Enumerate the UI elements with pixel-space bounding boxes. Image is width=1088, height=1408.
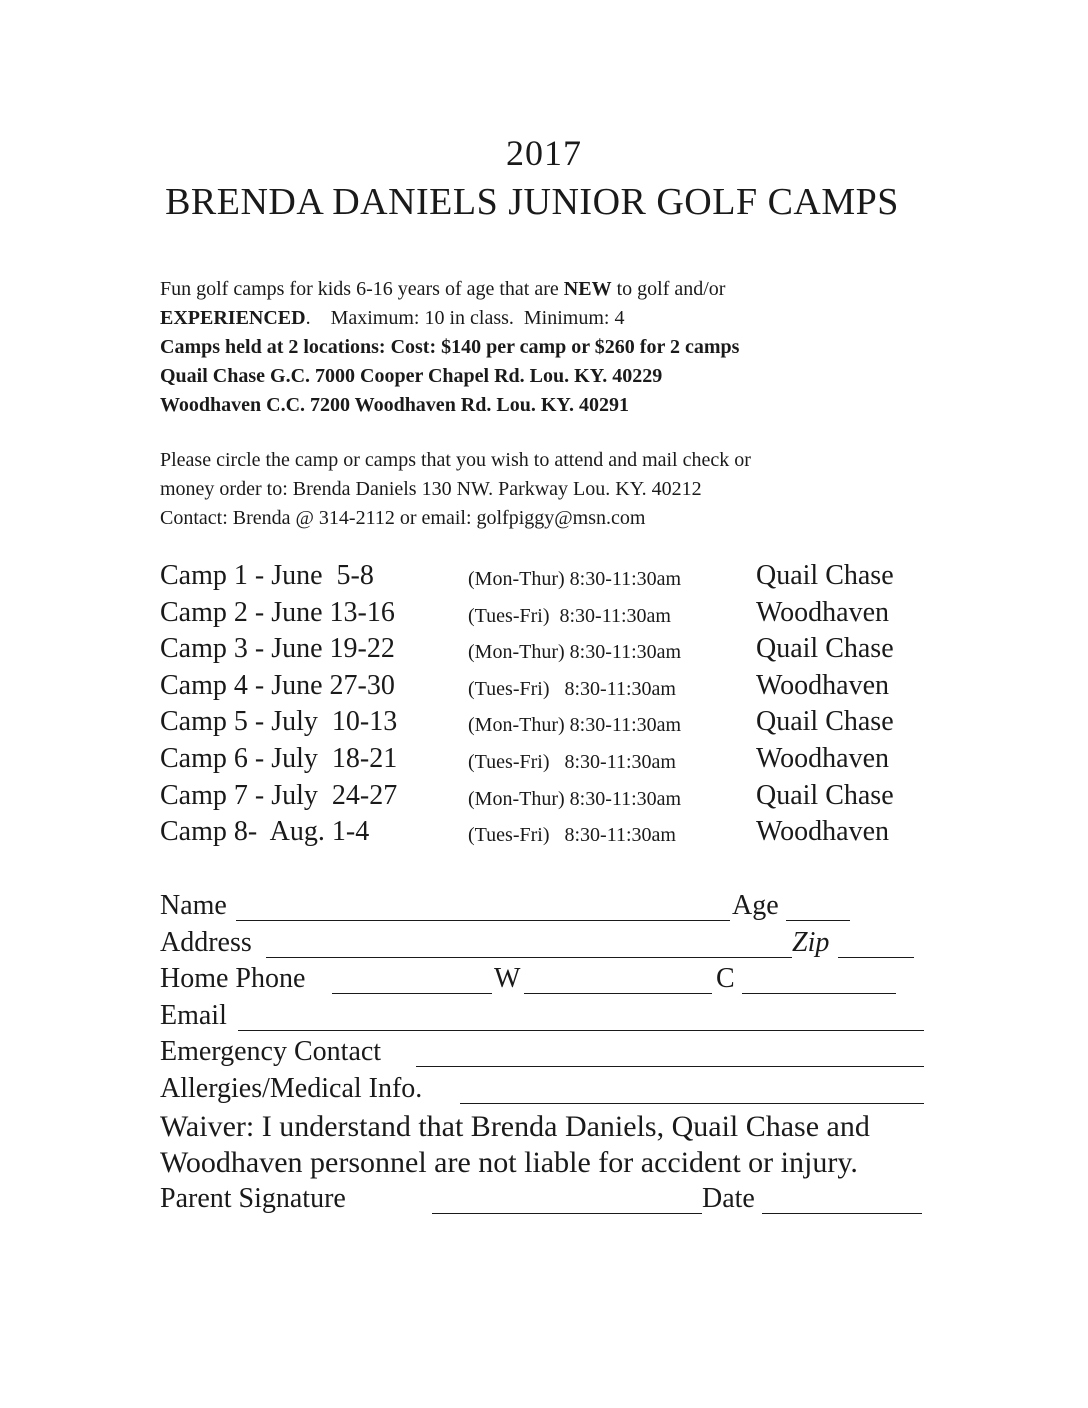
camp-row — [160, 816, 940, 853]
camp-name: Camp 3 - June 19-22 — [160, 633, 395, 665]
emergency-contact-field[interactable] — [416, 1066, 924, 1067]
work-phone-label: W — [494, 963, 521, 995]
zip-field[interactable] — [838, 957, 914, 958]
waiver-row-1 — [160, 1110, 940, 1147]
date-field[interactable] — [762, 1213, 922, 1214]
camp-location: Woodhaven — [756, 596, 890, 628]
email-field[interactable] — [238, 1030, 924, 1031]
signature-row — [160, 1183, 940, 1220]
location-woodhaven — [160, 391, 940, 420]
registration-form — [160, 890, 940, 1219]
address-row — [160, 927, 940, 964]
class-size-text: . Maximum: 10 in class. Minimum: 4 — [305, 307, 625, 329]
location-quail-chase — [160, 362, 940, 391]
allergies-row — [160, 1073, 940, 1110]
intro-line-2 — [160, 304, 940, 333]
cell-phone-field[interactable] — [742, 993, 896, 994]
camp-location: Quail Chase — [756, 779, 894, 811]
intro-block — [160, 275, 940, 420]
camp-time: (Mon-Thur) 8:30-11:30am — [468, 787, 682, 810]
emergency-contact-label: Emergency Contact — [160, 1036, 382, 1068]
waiver-text: Woodhaven personnel are not liable for accident or injury. — [160, 1146, 858, 1180]
age-field[interactable] — [786, 920, 850, 921]
intro-text: Fun golf camps for kids 6-16 years of age that are — [160, 278, 564, 300]
camp-name: Camp 5 - July 10-13 — [160, 706, 398, 738]
camp-time: (Mon-Thur) 8:30-11:30am — [468, 714, 682, 737]
phone-row — [160, 963, 940, 1000]
camp-location: Woodhaven — [756, 816, 890, 848]
date-label: Date — [702, 1182, 755, 1214]
mail-line-1: Please circle the camp or camps that you wish to attend and mail check or — [160, 449, 751, 471]
camp-schedule — [160, 560, 940, 853]
camp-location: Quail Chase — [756, 560, 894, 591]
waiver-row-2 — [160, 1146, 940, 1183]
location-text: Woodhaven C.C. 7200 Woodhaven Rd. Lou. KY. 40291 — [160, 394, 630, 416]
mail-line-2: money order to: Brenda Daniels 130 NW. Parkway Lou. KY. 40212 — [160, 478, 702, 500]
signature-field[interactable] — [432, 1213, 702, 1214]
location-text: Quail Chase G.C. 7000 Cooper Chapel Rd. Lou. KY. 40229 — [160, 365, 663, 387]
camp-name: Camp 8- Aug. 1-4 — [160, 816, 370, 848]
emergency-row — [160, 1036, 940, 1073]
address-field[interactable] — [266, 957, 792, 958]
age-label: Age — [732, 890, 779, 921]
camp-name: Camp 2 - June 13-16 — [160, 596, 395, 628]
camp-name: Camp 4 - June 27-30 — [160, 669, 395, 701]
camp-row — [160, 706, 940, 743]
camp-location: Woodhaven — [756, 742, 890, 774]
camp-time: (Tues-Fri) 8:30-11:30am — [468, 824, 676, 847]
camp-location: Woodhaven — [756, 669, 890, 701]
mail-instructions — [160, 446, 940, 533]
name-row — [160, 890, 940, 927]
home-phone-label: Home Phone — [160, 963, 306, 995]
experienced-emphasis: EXPERIENCED — [160, 307, 306, 329]
zip-label: Zip — [792, 926, 830, 958]
camp-row — [160, 670, 940, 707]
contact-line: Contact: Brenda @ 314-2112 or email: golfpiggy@msn.com — [160, 507, 646, 529]
intro-line-1 — [160, 275, 940, 304]
address-label: Address — [160, 926, 252, 958]
camp-row — [160, 633, 940, 670]
signature-label: Parent Signature — [160, 1182, 346, 1214]
name-label: Name — [160, 890, 227, 921]
camp-time: (Tues-Fri) 8:30-11:30am — [468, 604, 671, 627]
camp-time: (Mon-Thur) 8:30-11:30am — [468, 641, 682, 664]
camp-name: Camp 1 - June 5-8 — [160, 560, 374, 591]
camp-time: (Mon-Thur) 8:30-11:30am — [468, 568, 682, 590]
camp-name: Camp 6 - July 18-21 — [160, 742, 398, 774]
camp-row — [160, 597, 940, 634]
camp-location: Quail Chase — [756, 706, 894, 738]
camp-row — [160, 743, 940, 780]
camp-row — [160, 780, 940, 817]
camp-location: Quail Chase — [756, 633, 894, 665]
cost-text: Camps held at 2 locations: Cost: $140 per camp or $260 for 2 camps — [160, 336, 740, 358]
email-row — [160, 1000, 940, 1037]
camp-time: (Tues-Fri) 8:30-11:30am — [468, 750, 676, 773]
work-phone-field[interactable] — [524, 993, 712, 994]
camp-time: (Tues-Fri) 8:30-11:30am — [468, 677, 676, 700]
page-title: BRENDA DANIELS JUNIOR GOLF CAMPS — [165, 181, 899, 223]
home-phone-field[interactable] — [332, 993, 492, 994]
intro-text: to golf and/or — [611, 278, 726, 300]
email-label: Email — [160, 999, 227, 1031]
cell-phone-label: C — [716, 963, 735, 995]
allergies-label: Allergies/Medical Info. — [160, 1072, 423, 1104]
allergies-field[interactable] — [460, 1103, 924, 1104]
waiver-text: Waiver: I understand that Brenda Daniels, Quail Chase and — [160, 1109, 870, 1143]
camp-row — [160, 560, 940, 597]
year-heading: 2017 — [506, 133, 582, 173]
cost-line — [160, 333, 940, 362]
name-field[interactable] — [236, 920, 730, 921]
camp-name: Camp 7 - July 24-27 — [160, 779, 398, 811]
new-emphasis: NEW — [563, 278, 612, 300]
